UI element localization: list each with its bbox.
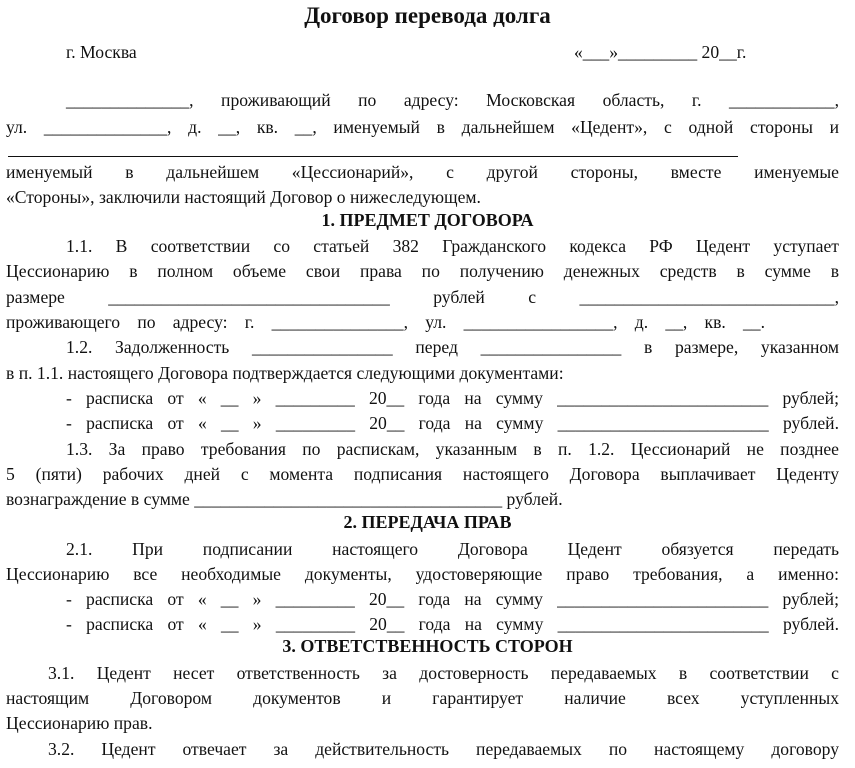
s1-line-2: Цессионарию в полном объеме свои права по получению денежных средств в сумме в bbox=[6, 261, 839, 281]
s1-line-7: - расписка от « __ » _________ 20__ года на сумму ________________________ рублей; bbox=[66, 388, 839, 408]
s3-line-4: 3.2. Цедент отвечает за действительность передаваемых по настоящему договору bbox=[48, 739, 839, 759]
s1-line-3: размере ________________________________ рублей с _____________________________, bbox=[6, 287, 839, 307]
section-1-heading: 1. ПРЕДМЕТ ДОГОВОРА bbox=[321, 210, 534, 230]
s1-line-9: 1.3. За право требования по распискам, указанным в п. 1.2. Цессионарий не позднее bbox=[66, 439, 839, 459]
contract-date: «___»_________ 20__г. bbox=[574, 42, 747, 62]
s3-line-2: настоящим Договором документов и гарантирует наличие всех уступленных bbox=[6, 688, 839, 708]
s2-line-2: Цессионарию все необходимые документы, удостоверяющие право требования, а именно: bbox=[6, 564, 839, 584]
s3-line-3: Цессионарию прав. bbox=[6, 713, 153, 733]
s1-line-11: вознаграждение в сумме ___________________________________ рублей. bbox=[6, 489, 563, 509]
document-title: Договор перевода долга bbox=[304, 3, 551, 28]
preamble-line-4: «Стороны», заключили настоящий Договор о нижеследующем. bbox=[6, 187, 481, 207]
s2-line-1: 2.1. При подписании настоящего Договора Цедент обязуется передать bbox=[66, 539, 839, 559]
s1-line-4: проживающего по адресу: г. _______________, ул. _________________, д. __, кв. __. bbox=[6, 312, 765, 332]
s1-line-10: 5 (пяти) рабочих дней с момента подписания настоящего Договора выплачивает Цеденту bbox=[6, 464, 839, 484]
preamble-line-2: ул. ______________, д. __, кв. __, именуемый в дальнейшем «Цедент», с одной стороны и bbox=[6, 117, 839, 137]
s1-line-1: 1.1. В соответствии со статьей 382 Гражданского кодекса РФ Цедент уступает bbox=[66, 236, 839, 256]
s2-line-4: - расписка от « __ » _________ 20__ года на сумму ________________________ рублей. bbox=[66, 614, 839, 634]
s1-line-6: в п. 1.1. настоящего Договора подтверждается следующими документами: bbox=[6, 363, 564, 383]
party-blank-line bbox=[8, 156, 738, 157]
city: г. Москва bbox=[66, 42, 137, 62]
s1-line-8: - расписка от « __ » _________ 20__ года на сумму ________________________ рублей. bbox=[66, 413, 839, 433]
s2-line-3: - расписка от « __ » _________ 20__ года на сумму ________________________ рублей; bbox=[66, 589, 839, 609]
preamble-line-3: именуемый в дальнейшем «Цессионарий», с другой стороны, вместе именуемые bbox=[6, 162, 839, 182]
section-3-heading: 3. ОТВЕТСТВЕННОСТЬ СТОРОН bbox=[282, 636, 573, 656]
preamble-line-1: ______________, проживающий по адресу: Московская область, г. ____________, bbox=[66, 90, 839, 110]
s1-line-5: 1.2. Задолженность ________________ перед ________________ в размере, указанном bbox=[66, 337, 839, 357]
s3-line-1: 3.1. Цедент несет ответственность за достоверность передаваемых в соответствии с bbox=[48, 663, 839, 683]
section-2-heading: 2. ПЕРЕДАЧА ПРАВ bbox=[343, 512, 512, 532]
